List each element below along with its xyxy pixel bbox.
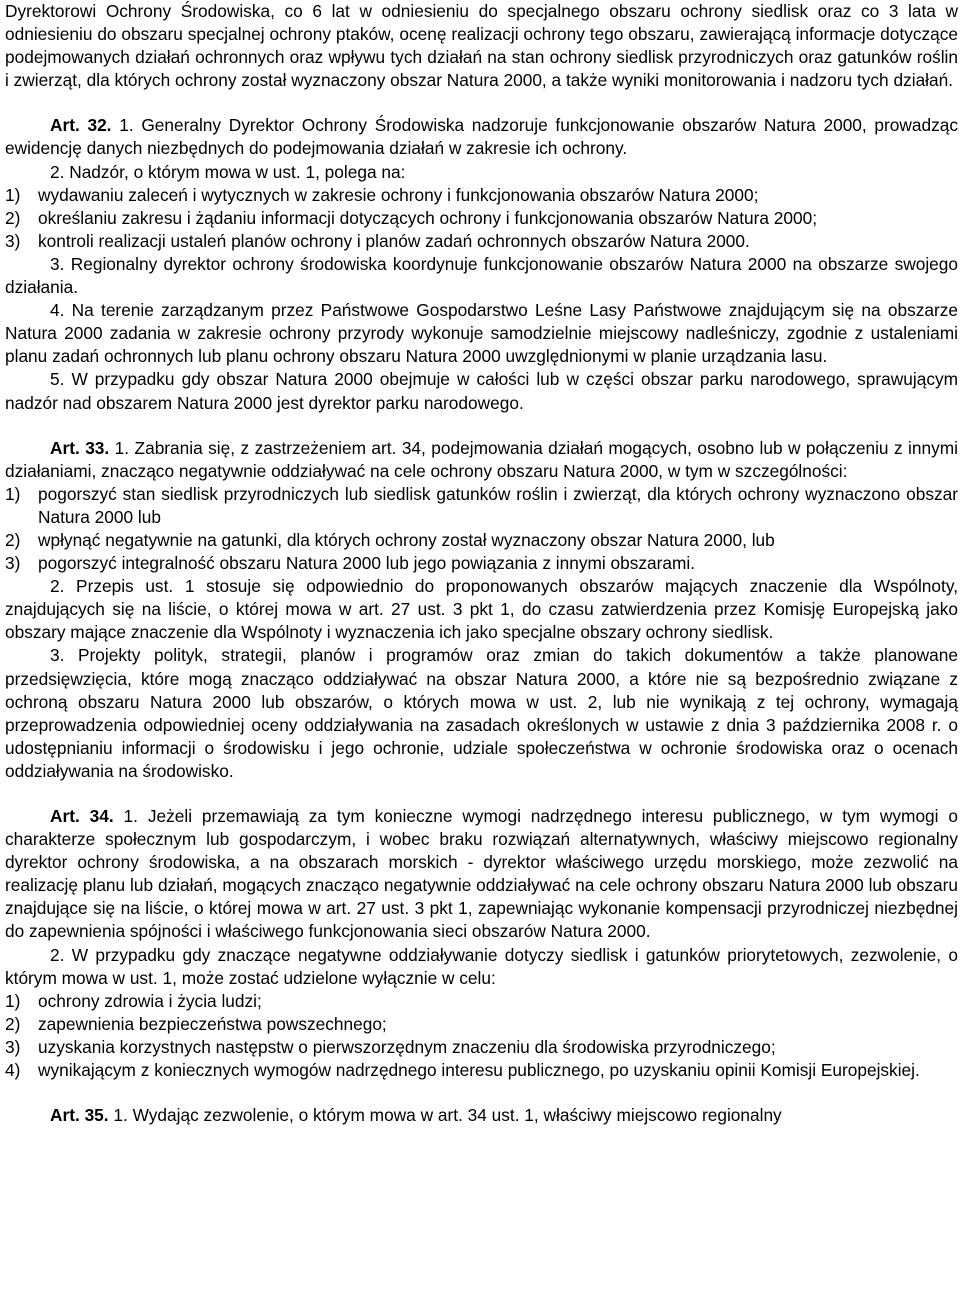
art-32-paragraph-4: 4. Na terenie zarządzanym przez Państwowe Gospodarstwo Leśne Lasy Państwowe znajdującym się na obszarze Natura 2000 zadania w zakresie ochrony przyrody wykonuje samodzielnie miejscowy nadleśniczy, zgodnie z ustaleniami planu zadań ochronnych lub planu ochrony obszaru Natura 2000 uwzględnionymi w planie urządzania lasu.: [5, 300, 958, 367]
spacer: [5, 92, 958, 114]
list-item: 2) określaniu zakresu i żądaniu informacji dotyczących ochrony i funkcjonowania obszarów Natura 2000;: [5, 207, 818, 228]
art-32-title: Art. 32.: [50, 115, 112, 136]
list-item: 2) wpłynąć negatywnie na gatunki, dla których ochrony został wyznaczony obszar Natura 2000, lub: [5, 529, 775, 550]
list-item: 3) kontroli realizacji ustaleń planów ochrony i planów zadań ochronnych obszarów Natura 2000.: [5, 230, 750, 251]
art-34-paragraph-1: [5, 805, 958, 944]
spacer: [5, 1082, 958, 1104]
art-35-title: Art. 35.: [50, 1105, 109, 1126]
list-item: 3) pogorszyć integralność obszaru Natura 2000 lub jego powiązania z innymi obszarami.: [5, 553, 696, 574]
document-page: [5, 0, 958, 1127]
art-33-title: Art. 33.: [50, 437, 110, 458]
art-32-paragraph-2: 2. Nadzór, o którym mowa w ust. 1, polega na:: [50, 161, 406, 182]
art-34-paragraph-2: 2. W przypadku gdy znaczące negatywne oddziaływanie dotyczy siedlisk i gatunków priorytetowych, zezwolenie, o którym mowa w ust. 1, może zostać udzielone wyłącznie w celu:: [5, 944, 958, 988]
art-32-paragraph-3: 3. Regionalny dyrektor ochrony środowiska koordynuje funkcjonowanie obszarów Natura 2000 na obszarze swojego działania.: [5, 253, 958, 298]
art-32-paragraph-5: 5. W przypadku gdy obszar Natura 2000 obejmuje w całości lub w części obszar parku narodowego, sprawującym nadzór nad obszarem Natura 2000 jest dyrektor parku narodowego.: [5, 369, 958, 413]
art-32-text-1: 1. Generalny Dyrektor Ochrony Środowiska nadzoruje funkcjonowanie obszarów Natura 2000, prowadząc ewidencję danych niezbędnych do podejmowania działań w zakresie ich ochrony.: [5, 115, 958, 159]
list-item: 3) uzyskania korzystnych następstw o pierwszorzędnym znaczeniu dla środowiska przyrodniczego;: [5, 1036, 776, 1057]
spacer: [5, 783, 958, 805]
art-33-text-1: 1. Zabrania się, z zastrzeżeniem art. 34, podejmowania działań mogących, osobno lub w połączeniu z innymi działaniami, znacząco negatywnie oddziaływać na cele ochrony obszaru Natura 2000, w tym w szczególności:: [5, 437, 958, 481]
list-item: 2) zapewnienia bezpieczeństwa powszechnego;: [5, 1013, 387, 1034]
list-item: 1) ochrony zdrowia i życia ludzi;: [5, 990, 262, 1011]
list-item: 4) wynikającym z koniecznych wymogów nadrzędnego interesu publicznego, po uzyskaniu opinii Komisji Europejskiej.: [5, 1060, 920, 1081]
art-33-paragraph-2: 2. Przepis ust. 1 stosuje się odpowiednio do proponowanych obszarów mających znaczenie dla Wspólnoty, znajdujących się na liście, o której mowa w art. 27 ust. 3 pkt 1, do czasu zatwierdzenia przez Komisję Europejską jako obszary mające znaczenie dla Wspólnoty i wyznaczenia ich jako specjalne obszary ochrony siedlisk.: [5, 576, 958, 643]
spacer: [5, 415, 958, 437]
list-item: 1) pogorszyć stan siedlisk przyrodniczych lub siedlisk gatunków roślin i zwierząt, dla których ochrony wyznaczono obszar Natura 2000 lub: [5, 483, 958, 527]
art-33-paragraph-1: [5, 437, 958, 483]
art-35-text-1: 1. Wydając zezwolenie, o którym mowa w art. 34 ust. 1, właściwy miejscowo regionalny: [108, 1105, 782, 1126]
intro-paragraph: Dyrektorowi Ochrony Środowiska, co 6 lat w odniesieniu do specjalnego obszaru ochrony siedlisk oraz co 3 lata w odniesieniu do obszaru specjalnej ochrony ptaków, ocenę realizacji ochrony tego obszaru, zawierającą informacje dotyczące podejmowanych działań ochronnych oraz wpływu tych działań na stan ochrony siedlisk przyrodniczych oraz gatunków roślin i zwierząt, dla których ochrony został wyznaczony obszar Natura 2000, a także wyniki monitorowania i nadzoru tych działań.: [5, 1, 958, 91]
art-34-text-1: 1. Jeżeli przemawiają za tym konieczne wymogi nadrzędnego interesu publicznego, w tym wymogi o charakterze społecznym lub gospodarczym, i wobec braku rozwiązań alternatywnych, właściwy miejscowo regionalny dyrektor ochrony środowiska, a na obszarach morskich - dyrektor właściwego urzędu morskiego, może zezwolić na realizację planu lub działań, mogących znacząco negatywnie oddziaływać na cele ochrony obszaru Natura 2000 lub obszaru znajdujące się na liście, o której mowa w art. 27 ust. 3 pkt 1, zapewniając wykonanie kompensacji przyrodniczej niezbędnej do zapewnienia spójności i właściwego funkcjonowania sieci obszarów Natura 2000.: [5, 806, 958, 942]
art-33-paragraph-3: 3. Projekty polityk, strategii, planów i programów oraz zmian do takich dokumentów a także planowane przedsięwzięcia, które mogą znacząco oddziaływać na obszar Natura 2000, a które nie są bezpośrednio związane z ochroną obszaru Natura 2000 lub obszarów, o których mowa w ust. 2, lub nie wynikają z tej ochrony, wymagają przeprowadzenia odpowiedniej oceny oddziaływania na zasadach określonych w ustawie z dnia 3 października 2008 r. o udostępnianiu informacji o środowisku i jego ochronie, udziale społeczeństwa w ochronie środowiska oraz o ocenach oddziaływania na środowisko.: [5, 645, 958, 781]
art-35-paragraph-1: [5, 1104, 958, 1127]
art-32-paragraph-1: [5, 114, 958, 160]
art-34-title: Art. 34.: [50, 806, 114, 826]
list-item: 1) wydawaniu zaleceń i wytycznych w zakresie ochrony i funkcjonowania obszarów Natura 2000;: [5, 184, 759, 205]
